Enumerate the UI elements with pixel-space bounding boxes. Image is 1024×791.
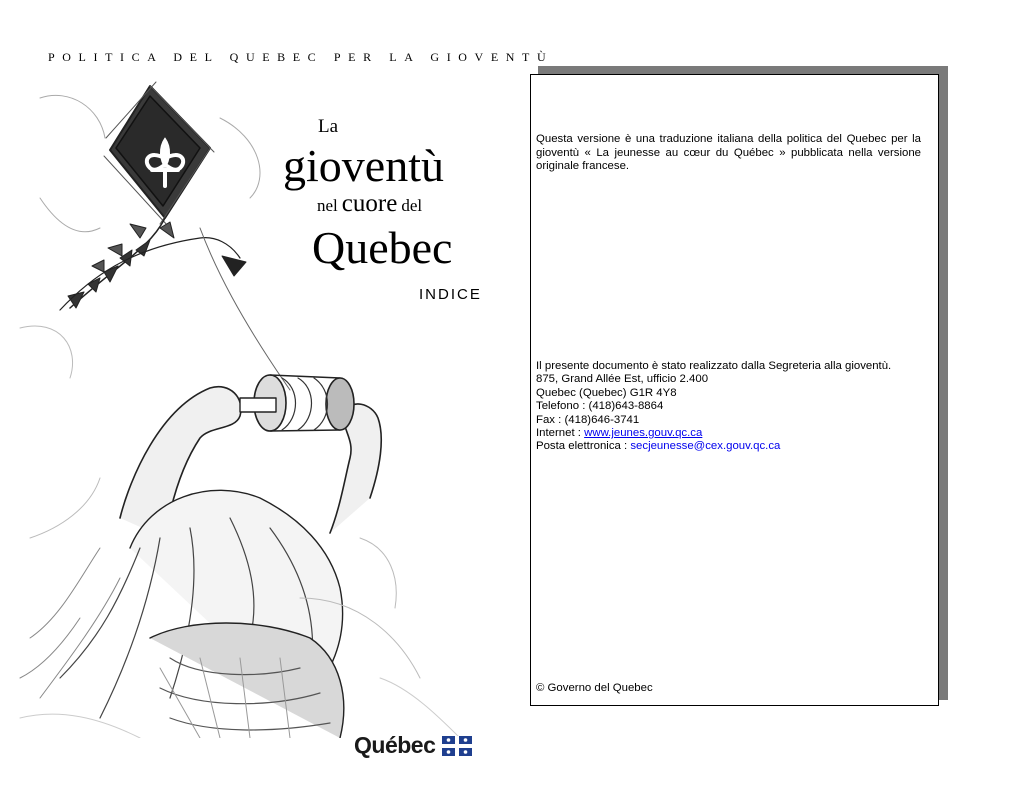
fleur-de-lis-flag-icon (442, 736, 472, 756)
contact-internet (536, 427, 931, 440)
contact-fax: Fax : (418)646-3741 (536, 413, 640, 426)
series-title: POLITICA DEL QUEBEC PER LA GIOVENTÙ (48, 50, 554, 64)
contact-email (536, 440, 931, 453)
title-nel-cuore-del (317, 190, 422, 218)
contact-line-1: Il presente documento è stato realizzato dalla Segreteria alla gioventù. (536, 360, 892, 372)
info-panel (530, 74, 939, 706)
email-link[interactable]: secjeunesse@cex.gouv.qc.ca (630, 440, 781, 453)
title-nel: nel (317, 196, 338, 215)
translation-note: Questa versione è una traduzione italiana della politica del Quebec per la gioventù « La jeunesse au cœur du Québec » pubblicata nella versione originale francese. (536, 133, 921, 172)
contact-phone: Telefono : (418)643-8864 (536, 400, 664, 413)
contact-line-2: 875, Grand Allée Est, ufficio 2.400 (536, 373, 709, 386)
title-gioventu: gioventù (283, 140, 444, 191)
contact-block (536, 360, 931, 454)
quebec-logo-text: Québec (354, 732, 436, 758)
section-indice: INDICE (419, 286, 482, 303)
title-quebec: Quebec (312, 222, 453, 273)
internet-label: Internet : (536, 427, 585, 440)
title-cuore: cuore (341, 190, 398, 217)
quebec-logo (354, 732, 472, 762)
internet-link[interactable]: www.jeunes.gouv.qc.ca (584, 427, 703, 440)
title-la: La (318, 116, 339, 137)
copyright: © Governo del Quebec (536, 682, 653, 694)
contact-line-3: Quebec (Quebec) G1R 4Y8 (536, 386, 677, 399)
title-del: del (401, 196, 423, 215)
email-label: Posta elettronica : (536, 440, 631, 453)
